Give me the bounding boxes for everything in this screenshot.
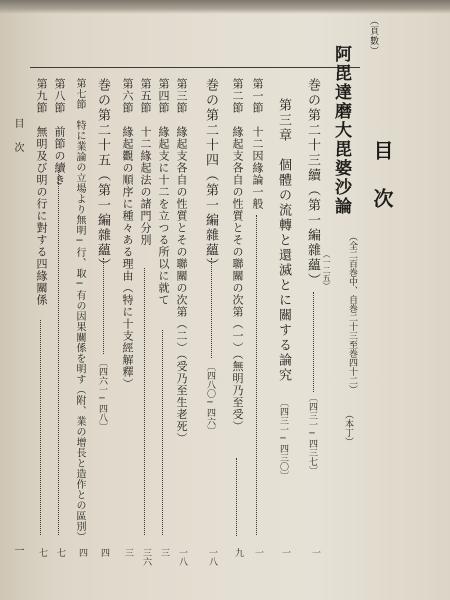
book-title: 阿毘達磨大毘婆沙論 xyxy=(331,45,351,216)
leader-dots xyxy=(256,215,257,535)
page-number: 三六 xyxy=(141,548,151,566)
page-number: 三 xyxy=(159,548,169,557)
toc-range: 〔四八〇─四六〕 xyxy=(205,362,215,435)
leader-dots xyxy=(58,170,59,535)
toc-range: 〔四三一─四三〇〕 xyxy=(278,398,288,480)
toc-entry-chapter: 第三章 個體の流轉と還滅とに關する論究 xyxy=(276,98,291,383)
page-number: 七 xyxy=(37,548,47,557)
toc-entry-volume: 巻の第二十三續（第一編雜蘊） xyxy=(305,78,320,288)
toc-entry-section: 第二節 緣起支各自の性質とその聯關の次第（一）（無明乃至受） xyxy=(231,78,244,433)
toc-entry-section: 第四節 緣起支に十二を立つる所以に就て xyxy=(157,78,170,306)
page-number: 一八 xyxy=(207,548,217,566)
leader-dots xyxy=(162,330,163,535)
page-number: 一 xyxy=(280,548,290,557)
toc-heading: 目 次 xyxy=(370,140,394,212)
top-rule xyxy=(30,67,360,68)
toc-entry-section: 第一節 十二因緣論一般 xyxy=(251,78,264,210)
toc-entry-section: 第三節 緣起支各自の性質とその聯關の次第（二）（受乃至生老死） xyxy=(175,78,188,445)
toc-range: 〔四六一─四八〕 xyxy=(97,358,107,431)
toc-entry-volume: 巻の第二十四（第一編雜蘊） xyxy=(203,78,218,273)
toc-entry-section: 第七節 特に業論の立場より無明─行、取─有の因果關係を明す（附、業の增長と造作との區別） xyxy=(74,78,85,542)
running-head-sub: 次 xyxy=(12,142,23,152)
page-number: 三 xyxy=(123,548,133,557)
book-title-note: （全二百巻中、自巻二十三至巻四十二） xyxy=(347,232,357,394)
leader-dots xyxy=(103,258,104,354)
toc-entry-section: 第六節 緣起觀の順序に種々ある理由（特に十支經解釋） xyxy=(121,78,134,390)
leader-dots xyxy=(236,458,237,536)
leader-dots xyxy=(211,258,212,358)
page-number: 一八 xyxy=(177,548,187,566)
toc-entry-section: 第八節 前節の續き xyxy=(53,78,66,186)
page-number: 九 xyxy=(233,548,243,557)
toc-entry-note: （一二五） xyxy=(322,250,331,290)
leader-dots xyxy=(313,292,314,392)
folio-number: 一 xyxy=(12,545,23,555)
book-title-range: （本丁） xyxy=(343,410,353,446)
page-shadow xyxy=(0,0,450,14)
page-column-label: （頁數） xyxy=(368,16,378,56)
leader-dots xyxy=(40,320,41,535)
page-number: 四 xyxy=(99,548,109,557)
page-number: 一 xyxy=(310,548,320,557)
page-number: 一 xyxy=(253,548,263,557)
toc-entry-section: 第九節 無明及び明の行に對する四緣關係 xyxy=(35,78,48,306)
toc-entry-volume: 巻の第二十五（第一編雜蘊） xyxy=(95,78,110,273)
running-head-marker: 目 xyxy=(12,118,23,128)
page-number: 七 xyxy=(55,548,65,557)
toc-entry-section: 第五節 十二緣起法の諸門分別 xyxy=(139,78,152,246)
toc-range: 〔四三一─四三七〕 xyxy=(307,393,317,475)
page-number: 四 xyxy=(77,548,87,557)
leader-dots xyxy=(144,268,145,535)
